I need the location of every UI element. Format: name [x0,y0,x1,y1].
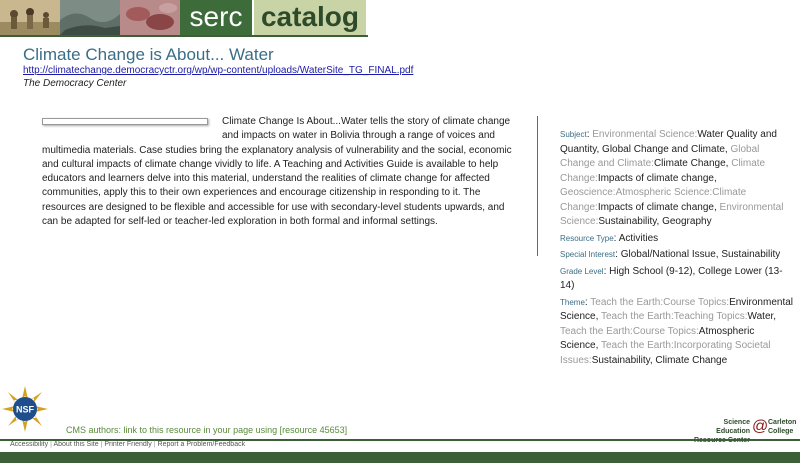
banner-photo-people [0,0,60,35]
publisher: The Democracy Center [23,78,127,89]
special-interest-row: Special Interest: Global/National Issue, Sustainability [560,249,781,260]
grade-level-row: Grade Level: High School (9-12), College Lower (13-14) [560,265,783,291]
special-interest-value[interactable]: Global/National Issue, Sustainability [620,249,781,260]
footer-separator: | [153,441,156,448]
subject-label: Subject [560,130,587,139]
subject-value[interactable]: Sustainability, Geography [598,216,712,227]
theme-label: Theme [560,297,585,307]
theme-group[interactable]: Teach the Earth:Teaching Topics: [600,311,748,322]
serc-carleton-logo[interactable] [690,418,798,440]
subject-value[interactable]: Impacts of climate change, [597,201,720,213]
serc-logo-text: Science Education [716,419,750,435]
at-icon: @ [752,418,769,435]
footer-separator: | [100,441,103,448]
theme-value[interactable]: Atmospheric Science, [560,325,755,351]
resource-description-section [42,115,516,229]
column-divider [537,116,538,256]
resource-type-value[interactable]: Activities [618,232,659,244]
theme-group[interactable]: Teach the Earth:Course Topics: [590,296,730,308]
subject-value[interactable]: Impacts of climate change, [597,172,717,184]
grade-level-value[interactable]: High School (9-12), College Lower (13-14) [560,265,783,291]
footer-link-printer-friendly[interactable]: Printer Friendly [104,441,152,448]
theme-value[interactable]: Environmental Science, [560,296,793,322]
resource-thumbnail[interactable] [42,118,208,125]
subject-group[interactable]: Geoscience:Atmospheric Science:Climate Change: [560,187,747,213]
theme-value[interactable]: Sustainability, Climate Change [591,354,728,366]
theme-row: Theme: Teach the Earth:Course Topics:Environmental Science, Teach the Earth:Teaching Topics:Water, Teach the Earth:Course Topics:Atmospheric Science, Teach the Earth:Incorporating Societal Issues:Sustainability, Climate Change [560,296,793,366]
theme-group[interactable]: Teach the Earth:Incorporating Societal Issues: [560,340,771,366]
theme-group[interactable]: Teach the Earth:Course Topics: [560,325,699,337]
metadata-panel [560,128,795,370]
resource-title: Climate Change is About... Water [23,45,274,64]
nsf-logo-text: NSF [16,404,34,415]
grade-level-label: Grade Level [560,266,604,276]
nsf-logo[interactable] [2,386,48,432]
footer-link-report-problem[interactable]: Report a Problem/Feedback [157,441,246,448]
banner-photo-leaves [120,0,180,35]
serc-logo[interactable]: serc [180,0,252,35]
site-banner[interactable] [0,0,368,37]
special-interest-label: Special Interest [560,250,616,259]
footer-link-about[interactable]: About this Site [53,441,99,448]
subject-value[interactable]: Climate Change, [653,158,732,169]
catalog-logo[interactable]: catalog [254,0,366,35]
footer-link-accessibility[interactable]: Accessibility [10,441,49,448]
resource-description: Climate Change Is About...Water tells the story of climate change and impacts on water in Bolivia through a range of voices and multimedia materials. Case studies bring the explanatory analysis of vulnerability and the social, economic and cultural impacts of climate change vividly to life. A Teaching and Activities Guide is available to help educators and learners delve into this material, understand the realities of climate change for affected communities, apply this to their own experiences and encourage citizenship in responding to it. The resources are designed to be flexible and accessible for use with secondary-level students upwards, and can be adapted for self-led or teacher-led exploration in both formal and informal settings. [42,116,512,228]
carleton-logo-text: Carleton College [768,419,797,435]
subject-value[interactable]: Water Quality and Quantity, Global Change and Climate, [560,129,777,155]
subject-group[interactable]: Environmental Science: [592,129,698,140]
resource-type-label: Resource Type [560,233,614,243]
theme-value[interactable]: Water, [747,311,777,322]
subject-group[interactable]: Climate Change: [560,158,766,184]
cms-authors-note: CMS authors: link to this resource in your page using [resource 45653] [66,425,348,435]
resource-url-link[interactable]: http://climatechange.democracyctr.org/wp/wp-content/uploads/WaterSite_TG_FINAL.pdf [23,65,414,76]
footer-separator: | [50,441,52,448]
subject-row: Subject: Environmental Science:Water Quality and Quantity, Global Change and Climate, Global Change and Climate:Climate Change, Climate Change:Impacts of climate change, Geoscience:Atmospheric Science:Climate Change:Impacts of climate change, Environmental Science:Sustainability, Geography [560,129,784,227]
subject-group[interactable]: Environmental Science: [560,201,784,227]
footer-bar [0,452,800,463]
subject-group[interactable]: Global Change and Climate: [560,143,760,169]
resource-type-row: Resource Type: Activities [560,232,659,244]
footer-links [10,441,245,448]
banner-photo-rocks [60,0,120,35]
